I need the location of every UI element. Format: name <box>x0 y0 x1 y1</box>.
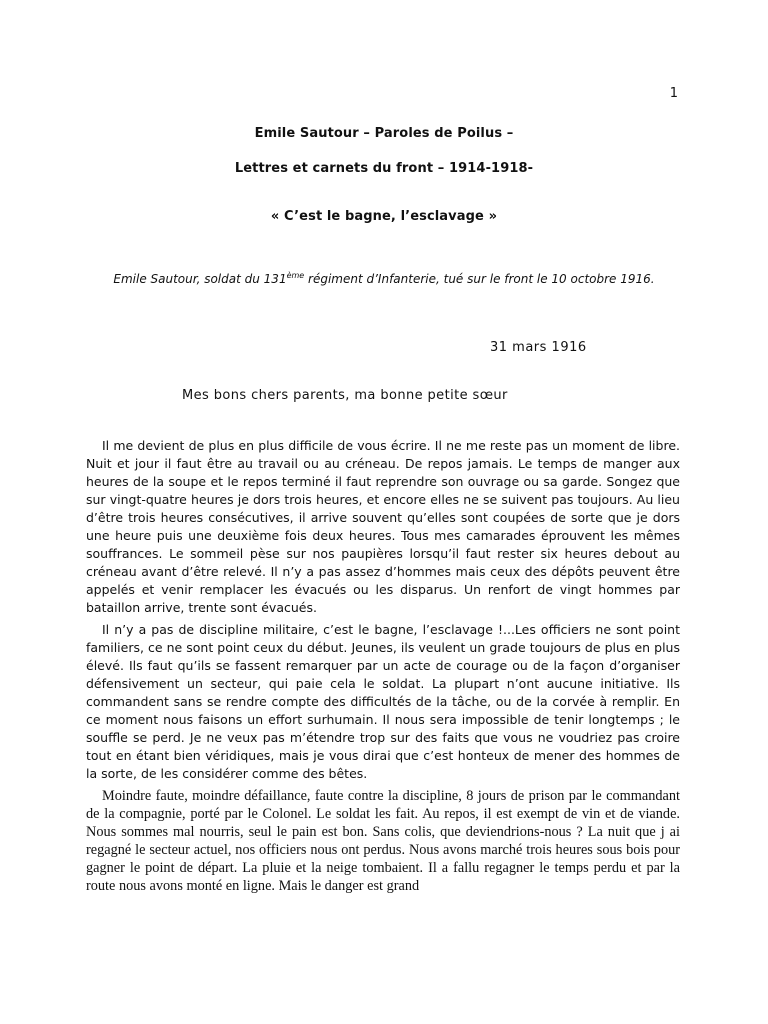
document-title-line-2: Lettres et carnets du front – 1914-1918- <box>234 161 534 176</box>
author-subtitle <box>0 272 768 286</box>
letter-paragraph-1: Il me devient de plus en plus difficile de vous écrire. Il ne me reste pas un moment de libre. Nuit et jour il faut être au travail ou au créneau. De repos jamais. Le temps de manger aux heures de la soupe et le repos terminé il faut reprendre son ouvrage ou sa garde. Songez que sur vingt-quatre heures je dors trois heures, et encore elles ne se suivent pas toujours. Au lieu d’être trois heures consécutives, il arrive souvent qu’elles sont coupées de sorte que je dors une heure puis une deuxième fois deux heures. Tous mes camarades éprouvent les mêmes souffrances. Le sommeil pèse sur nos paupières lorsqu’il faut rester six heures debout au créneau avant d’être relevé. Il n’y a pas assez d’hommes mais ceux des dépôts peuvent être appelés et venir remplacer les évacués ou les disparus. Un renfort de vingt hommes par bataillon arrive, trente sont évacués. <box>86 438 680 615</box>
letter-paragraph-2: Il n’y a pas de discipline militaire, c’est le bagne, l’esclavage !...Les officiers ne sont point familiers, ce ne sont point ceux du début. Jeunes, ils veulent un grade toujours de plus en plus élevé. Ils faut qu’ils se fassent remarquer par un acte de courage ou de la façon d’organiser défensivement un secteur, qui paie cela le soldat. La plupart n’ont aucune initiative. Ils commandent sans se rendre compte des difficultés de la tâche, ou de la corvée à remplir. En ce moment nous faisons un effort surhumain. Il nous sera impossible de tenir longtemps ; le souffle se perd. Je ne veux pas m’étendre trop sur des faits que vous ne voudriez pas croire tout en étant bien véridiques, mais je vous dirai que c’est honteux de mener des hommes de la sorte, de les considérer comme des bêtes. <box>86 622 680 781</box>
document-title-line-3: « C’est le bagne, l’esclavage » <box>270 209 498 224</box>
subtitle-text-before: Emile Sautour, soldat du 131 <box>113 272 287 286</box>
letter-salutation: Mes bons chers parents, ma bonne petite sœur <box>182 388 508 403</box>
page-number: 1 <box>669 86 678 101</box>
subtitle-text-after: régiment d’Infanterie, tué sur le front le 10 octobre 1916. <box>304 272 655 286</box>
letter-date: 31 mars 1916 <box>490 340 587 355</box>
document-title-line-1: Emile Sautour – Paroles de Poilus – <box>254 126 514 141</box>
subtitle-superscript: ème <box>286 271 305 280</box>
letter-paragraph-3: Moindre faute, moindre défaillance, faute contre la discipline, 8 jours de prison par le commandant de la compagnie, porté par le Colonel. Le soldat les fait. Au repos, il est exempt de vin et de viande. Nous sommes mal nourris, seul le pain est bon. Sans colis, que deviendrions-nous ? La nuit que j ai regagné le secteur actuel, nos officiers nous ont perdus. Nous avons marché trois heures sous bois pour gagner le point de départ. La pluie et la neige tombaient. Il a fallu regagner le temps perdu et par la route nous avons monté en ligne. Mais le danger est grand <box>86 788 680 894</box>
